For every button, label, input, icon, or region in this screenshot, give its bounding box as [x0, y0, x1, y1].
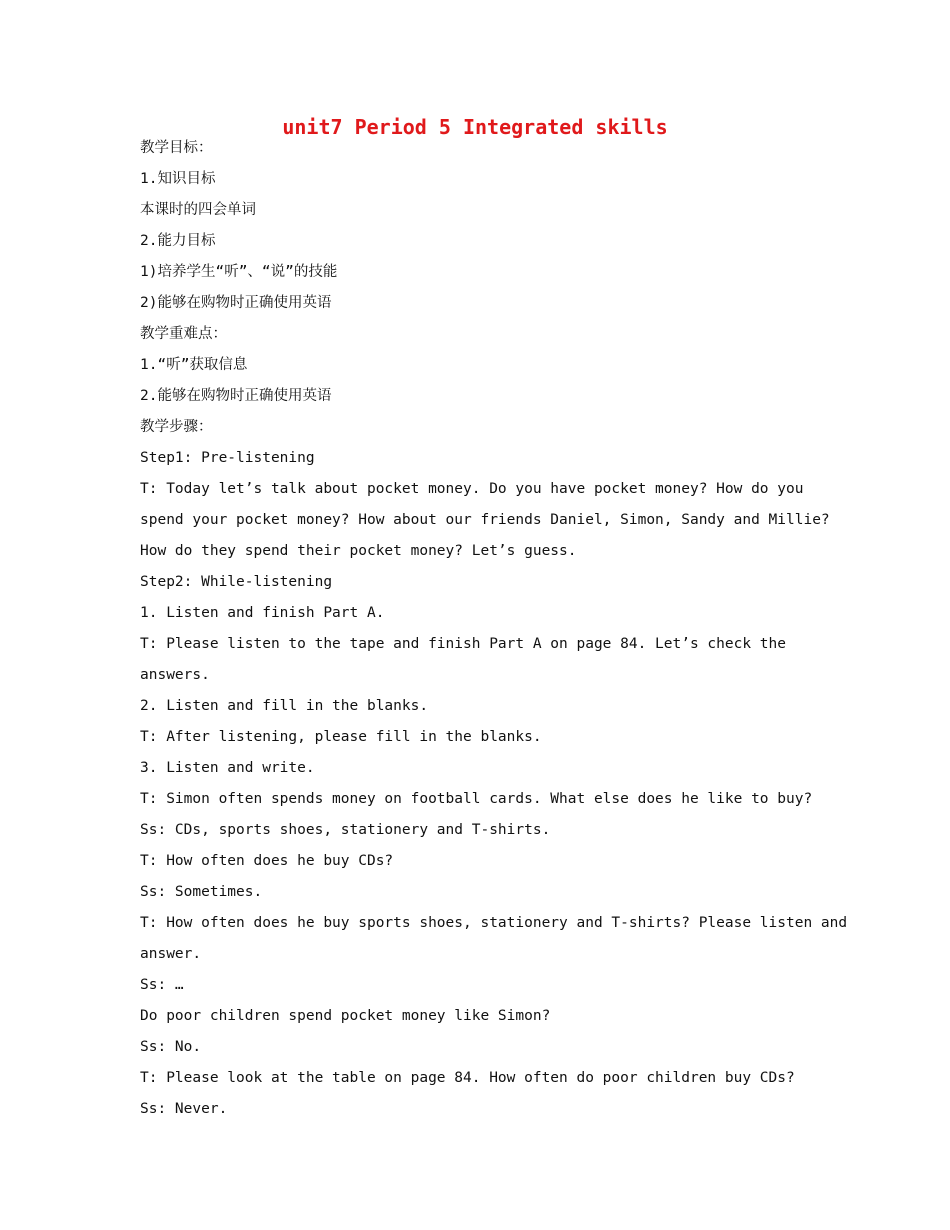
text-line: 3. Listen and write. — [140, 760, 315, 776]
text-line: Step2: While-listening — [140, 574, 333, 590]
text-line: Ss: … — [140, 977, 184, 993]
text-line: T: Today let’s talk about pocket money. Do you have pocket money? How do you — [140, 481, 804, 497]
text-line: Ss: CDs, sports shoes, stationery and T-shirts. — [140, 822, 551, 838]
text-line: 2.能力目标 — [140, 233, 216, 249]
text-line: spend your pocket money? How about our friends Daniel, Simon, Sandy and Millie? — [140, 512, 830, 528]
text-line: How do they spend their pocket money? Let’s guess. — [140, 543, 577, 559]
text-line: 1.“听”获取信息 — [140, 357, 248, 373]
text-line: 教学步骤： — [140, 419, 213, 435]
document-title: unit7 Period 5 Integrated skills — [282, 115, 668, 139]
text-line: T: Please listen to the tape and finish Part A on page 84. Let’s check the — [140, 636, 787, 652]
text-line: 2)能够在购物时正确使用英语 — [140, 295, 332, 311]
text-line: Ss: No. — [140, 1039, 202, 1055]
text-line: 教学目标： — [140, 140, 213, 156]
text-line: T: Please look at the table on page 84. How often do poor children buy CDs? — [140, 1070, 795, 1086]
text-line: answer. — [140, 946, 202, 962]
text-line: 1)培养学生“听”、“说”的技能 — [140, 264, 338, 280]
text-line: Step1: Pre-listening — [140, 450, 315, 466]
text-line: T: After listening, please fill in the blanks. — [140, 729, 542, 745]
text-line: 教学重难点： — [140, 326, 227, 342]
text-line: T: Simon often spends money on football cards. What else does he like to buy? — [140, 791, 813, 807]
text-line: T: How often does he buy CDs? — [140, 853, 394, 869]
text-line: answers. — [140, 667, 210, 683]
document-body — [140, 133, 848, 1125]
text-line: 1.知识目标 — [140, 171, 216, 187]
text-line: 1. Listen and finish Part A. — [140, 605, 385, 621]
text-line: Ss: Sometimes. — [140, 884, 263, 900]
text-line: 2. Listen and fill in the blanks. — [140, 698, 429, 714]
text-line: 2.能够在购物时正确使用英语 — [140, 388, 332, 404]
text-line: Do poor children spend pocket money like Simon? — [140, 1008, 551, 1024]
text-line: 本课时的四会单词 — [140, 202, 256, 218]
text-line: T: How often does he buy sports shoes, stationery and T-shirts? Please listen and — [140, 915, 848, 931]
text-line: Ss: Never. — [140, 1101, 228, 1117]
